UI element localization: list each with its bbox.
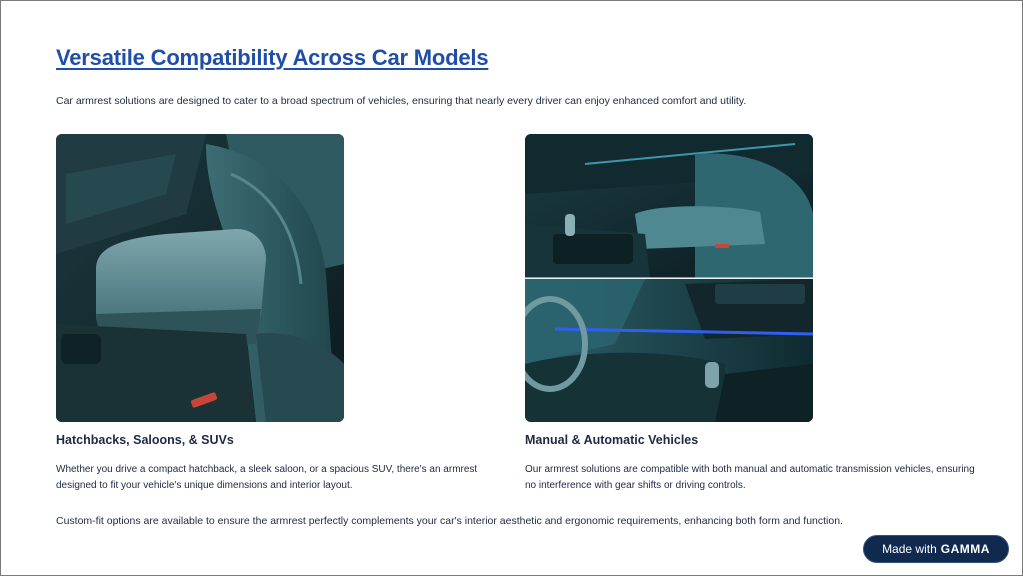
- badge-prefix: Made with: [882, 542, 937, 556]
- transmission-description: Our armrest solutions are compatible with both manual and automatic transmission vehicles, ensuring no interference with gear shifts or driving controls.: [525, 464, 975, 491]
- made-with-gamma-badge[interactable]: [863, 535, 1009, 563]
- car-interior-photo: [525, 134, 813, 422]
- outro-text: Custom-fit options are available to ensure the armrest perfectly complements your car's interior aesthetic and ergonomic requirements, enhancing both form and function.: [56, 515, 843, 527]
- intro-text: Car armrest solutions are designed to cater to a broad spectrum of vehicles, ensuring that nearly every driver can enjoy enhanced comfort and utility.: [56, 95, 747, 107]
- transmission-heading: Manual & Automatic Vehicles: [525, 433, 699, 447]
- slide-title[interactable]: Versatile Compatibility Across Car Models: [56, 45, 489, 70]
- hatchbacks-heading: Hatchbacks, Saloons, & SUVs: [56, 433, 234, 447]
- hatchbacks-description: Whether you drive a compact hatchback, a sleek saloon, or a spacious SUV, there's an armrest designed to fit your vehicle's unique dimensions and interior layout.: [56, 464, 478, 491]
- armrest-seat-photo: [56, 134, 344, 422]
- gamma-logo-text: GAMMA: [940, 542, 990, 556]
